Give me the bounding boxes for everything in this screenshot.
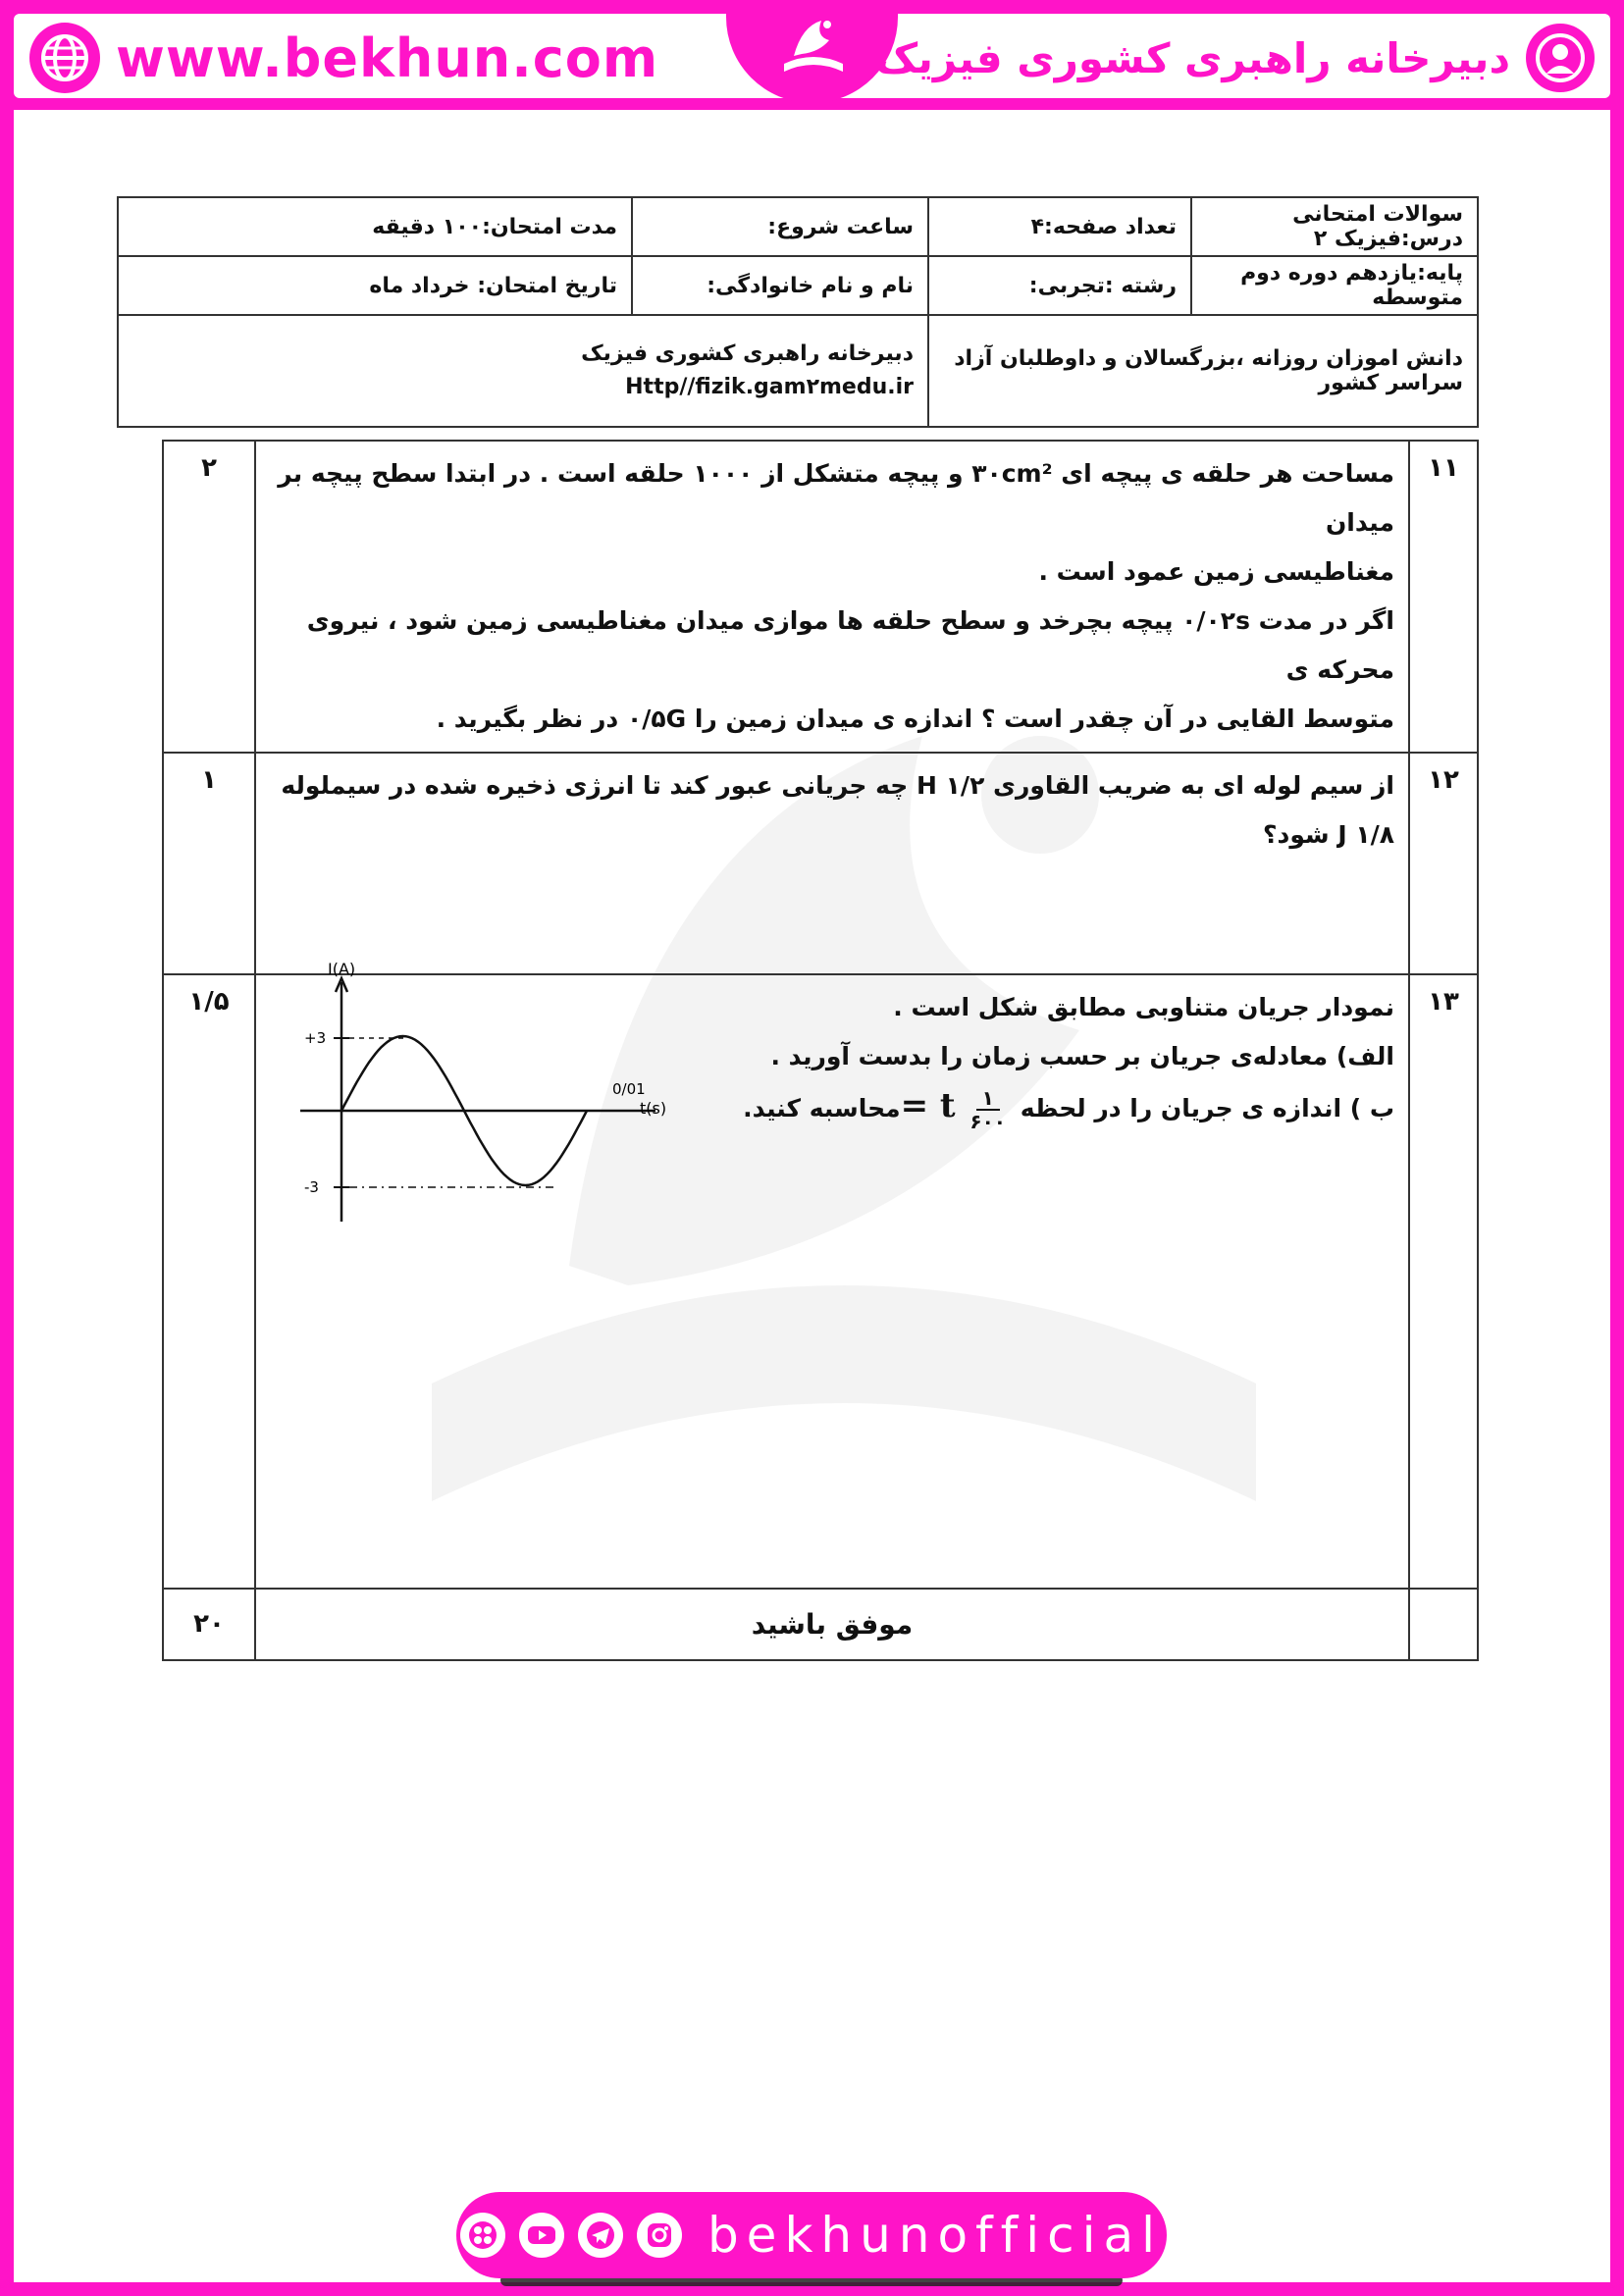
exam-start-time-cell: ساعت شروع:	[632, 197, 928, 256]
book-logo-icon	[772, 7, 855, 89]
exam-name-cell: نام و نام خانوادگی:	[632, 256, 928, 315]
question-row	[163, 441, 1478, 753]
exam-info-row	[118, 256, 1478, 315]
total-score: ۲۰	[163, 1589, 255, 1660]
website-text: www.bekhun.com	[116, 26, 659, 89]
website-link[interactable]	[29, 16, 658, 100]
question-line: الف) معادله‌ی جریان بر حسب زمان را بدست آورید .	[770, 1042, 1394, 1070]
question-line: مساحت هر حلقه ی پیچه ای ۳۰cm² و پیچه متشکل از ۱۰۰۰ حلقه است . در ابتدا سطح پیچه بر میدان	[278, 459, 1394, 537]
school-url: Http//fizik.gam۲medu.ir	[625, 375, 914, 399]
fraction-denominator: ۶۰۰	[969, 1110, 1006, 1133]
question-text	[255, 753, 1409, 974]
school-name: دبیرخانه راهبری کشوری فیزیک	[581, 341, 914, 366]
exam-info-row	[118, 197, 1478, 256]
telegram-icon[interactable]	[578, 2213, 623, 2258]
x-axis-label: t(s)	[640, 1099, 667, 1118]
y-axis-label: I(A)	[328, 960, 356, 978]
question-score: ۱	[163, 753, 255, 974]
y-tick-min-label: -3	[304, 1178, 319, 1196]
exam-info-table	[117, 196, 1479, 428]
exam-duration-cell: مدت امتحان:۱۰۰ دقیقه	[118, 197, 632, 256]
question-line: نمودار جریان متناوبی مطابق شکل است .	[893, 993, 1394, 1021]
school-cell	[118, 315, 928, 427]
total-row	[163, 1589, 1478, 1660]
question-line: اگر در مدت ۰/۰۲s پیچه بچرخد و سطح حلقه ها موازی میدان مغناطیسی زمین شود ، نیروی محرکه ی	[306, 606, 1394, 684]
question-row	[163, 753, 1478, 974]
x-period-label: 0/01	[612, 1080, 646, 1098]
brand-title	[875, 16, 1595, 100]
social-handle: bekhunofficial	[707, 2207, 1164, 2264]
time-variable: t =	[900, 1086, 956, 1125]
question-score: ۱/۵	[163, 974, 255, 1589]
exam-audience-cell: دانش اموزان روزانه ،بزرگسالان و داوطلبان آزاد سراسر کشور	[928, 315, 1478, 427]
exam-field-cell: رشته :تجربی:	[928, 256, 1191, 315]
question-number: ۱۲	[1409, 753, 1478, 974]
question-number: ۱۱	[1409, 441, 1478, 753]
question-line-part: محاسبه کنید.	[743, 1094, 901, 1122]
y-tick-max-label: +3	[304, 1029, 327, 1047]
instagram-icon[interactable]	[637, 2213, 682, 2258]
user-icon	[1526, 24, 1595, 92]
aparat-icon[interactable]	[460, 2213, 505, 2258]
globe-icon	[29, 23, 100, 93]
exam-grade-cell: پایه:یازدهم دوره دوم متوسطه	[1191, 256, 1478, 315]
question-text	[255, 441, 1409, 753]
time-fraction	[969, 1087, 1006, 1132]
exam-info-row	[118, 315, 1478, 427]
question-line: متوسط القایی در آن چقدر است ؟ اندازه ی میدان زمین را ۰/۵G در نظر بگیرید .	[436, 704, 1394, 733]
question-number: ۱۳	[1409, 974, 1478, 1589]
question-score: ۲	[163, 441, 255, 753]
question-line-part: ب ) اندازه ی جریان را در لحظه	[1020, 1094, 1394, 1122]
brand-title-text: دبیرخانه راهبری کشوری فیزیک	[875, 33, 1510, 82]
question-line: از سیم لوله ای به ضریب القاوری H ۱/۲ چه جریانی عبور کند تا انرژی ذخیره شده در سیملوله J ۱/۸ شود؟	[281, 771, 1394, 849]
ac-current-chart	[290, 957, 675, 1231]
fraction-numerator: ۱	[976, 1087, 1000, 1111]
good-luck-message: موفق باشید	[255, 1589, 1409, 1660]
question-line: مغناطیسی زمین عمود است .	[1038, 557, 1394, 586]
empty-cell	[1409, 1589, 1478, 1660]
exam-date-cell: تاریخ امتحان: خرداد ماه	[118, 256, 632, 315]
exam-pages-cell: تعداد صفحه:۴	[928, 197, 1191, 256]
exam-course-cell: سوالات امتحانی درس:فیزیک ۲	[1191, 197, 1478, 256]
youtube-icon[interactable]	[519, 2213, 564, 2258]
brand-logo	[770, 0, 857, 96]
social-footer[interactable]	[456, 2192, 1167, 2278]
